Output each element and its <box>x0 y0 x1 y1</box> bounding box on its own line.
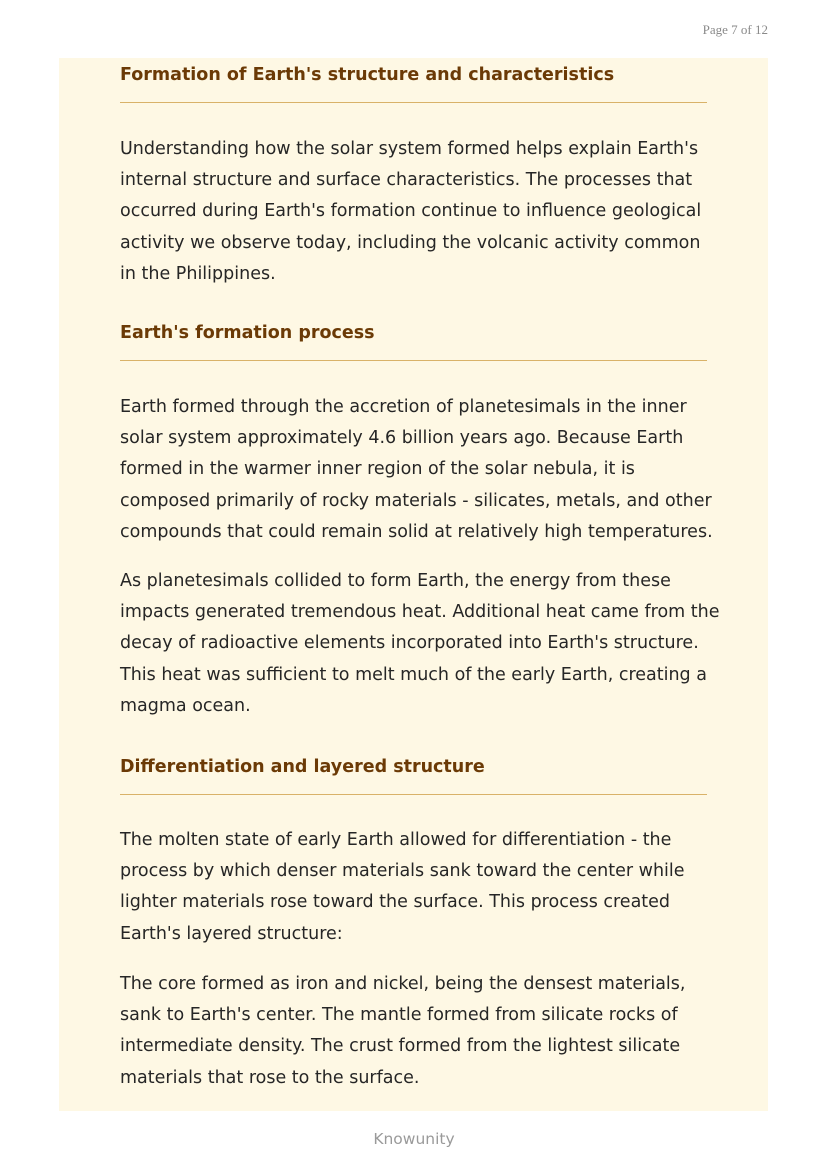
paragraph-accretion: Earth formed through the accretion of planetesimals in the inner solar system approximately 4.6 billion years ago. Because Earth formed in the warmer inner region of the solar nebula, it is composed primarily of rocky materials - silicates, metals, and other compounds that could remain solid at relatively high temperatures. <box>120 397 713 542</box>
paragraph-heat: As planetesimals collided to form Earth, the energy from these impacts generated tremendous heat. Additional heat came from the decay of radioactive elements incorporated into Earth's structure. This heat was sufficient to melt much of the early Earth, creating a magma ocean. <box>120 571 720 716</box>
paragraph-layers: The core formed as iron and nickel, being the densest materials, sank to Earth's center. The mantle formed from silicate rocks of intermediate density. The crust formed from the lightest silicate materials that rose to the surface. <box>120 974 686 1088</box>
section-divider <box>120 102 707 103</box>
footer-brand: Knowunity <box>373 1130 455 1148</box>
paragraph-differentiation: The molten state of early Earth allowed for differentiation - the process by which denser materials sank toward the center while lighter materials rose toward the surface. This process created Earth's layered structure: <box>120 830 685 944</box>
section-title-differentiation: Differentiation and layered structure <box>120 757 485 777</box>
section-title-formation-process: Earth's formation process <box>120 323 375 343</box>
section-divider <box>120 360 707 361</box>
page-number: Page 7 of 12 <box>702 22 768 37</box>
section-title-formation-structure: Formation of Earth's structure and characteristics <box>120 65 615 85</box>
content-card <box>59 58 768 1111</box>
section-divider <box>120 794 707 795</box>
paragraph-intro: Understanding how the solar system formed helps explain Earth's internal structure and surface characteristics. The processes that occurred during Earth's formation continue to influence geological activity we observe today, including the volcanic activity common in the Philippines. <box>120 139 702 284</box>
